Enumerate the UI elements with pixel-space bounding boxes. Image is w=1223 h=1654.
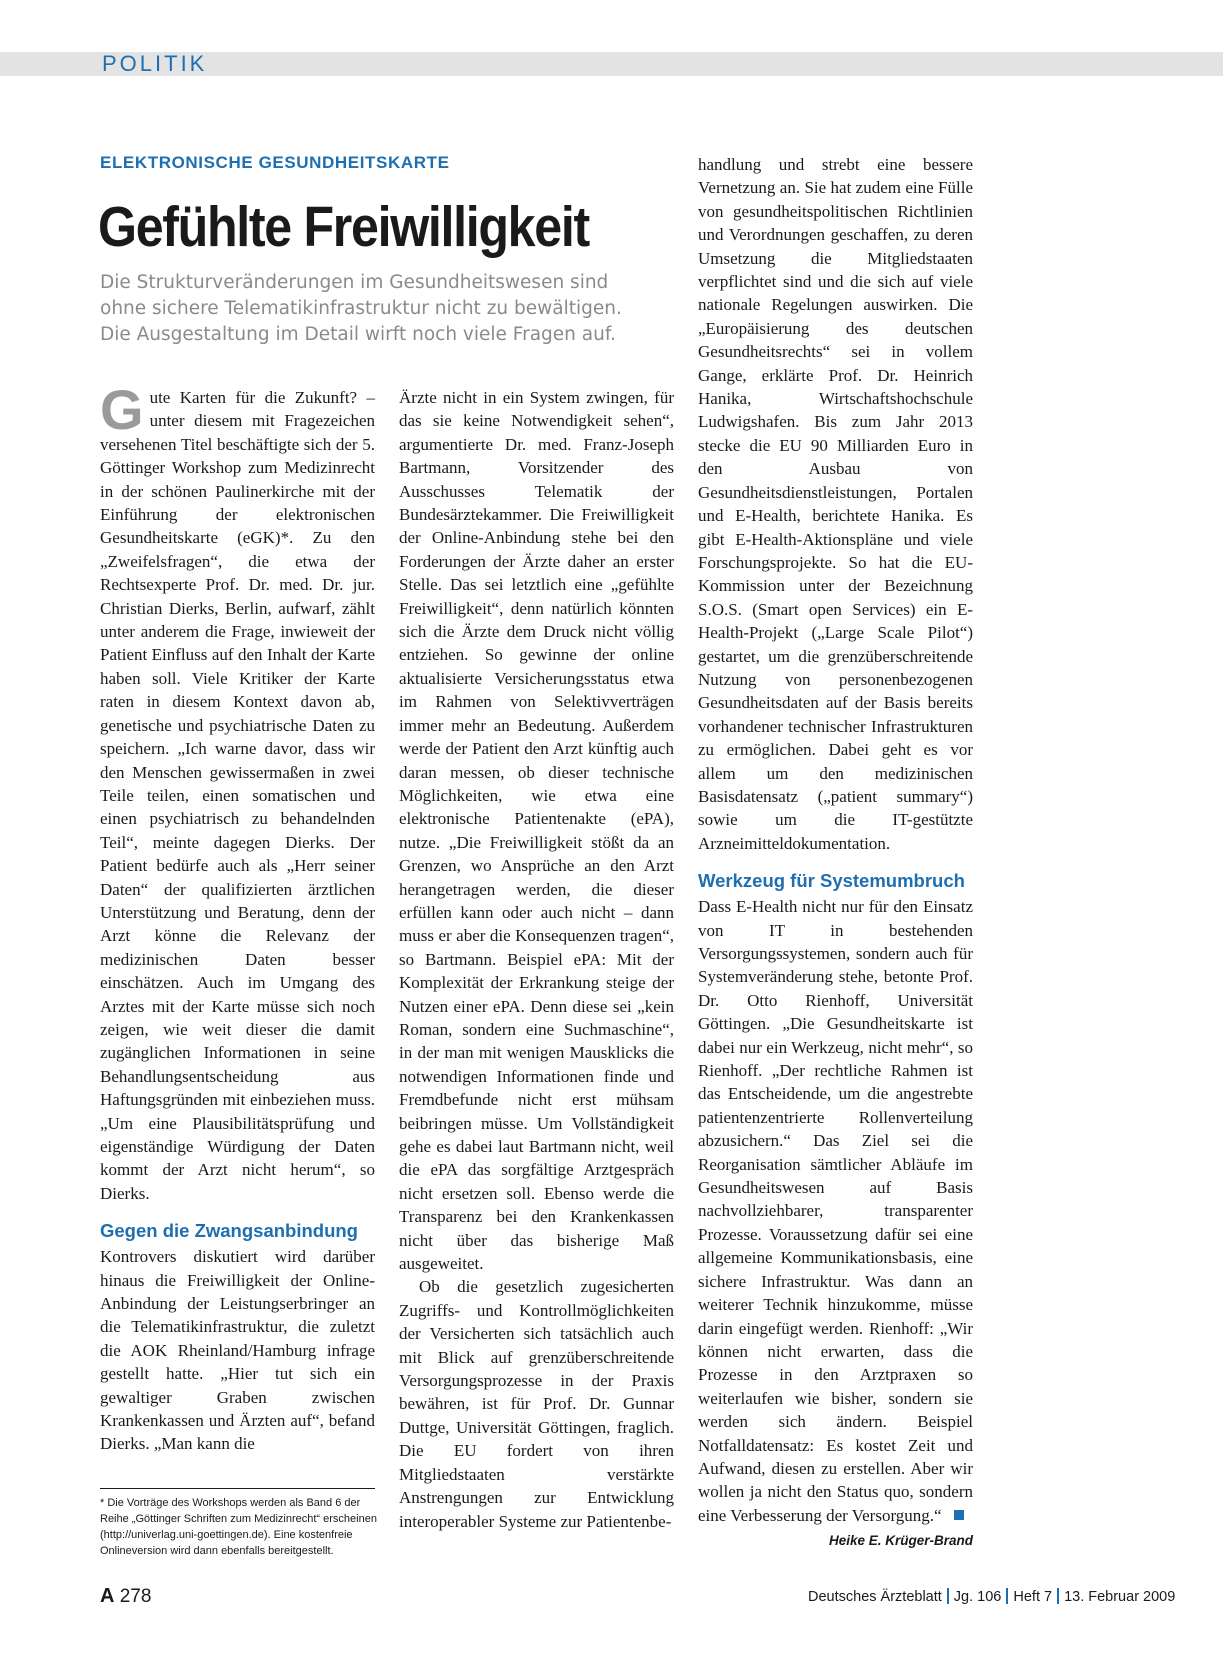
- text-column-3: [698, 153, 973, 1553]
- paragraph: Kontrovers diskutiert wird darüber hinaus die Freiwilligkeit der Online-Anbindung der Leistungserbringer an die Telematikinfrastruktur, die zuletzt die AOK Rheinland/Hamburg infrage gestellt hatte. „Hier tut sich ein gewaltiger Graben zwischen Krankenkassen und Ärzten auf“, befand Dierks. „Man kann die: [100, 1247, 375, 1454]
- paragraph-text: Dass E-Health nicht nur für den Einsatz von IT in bestehenden Versorgungssystemen, sondern auch für Systemveränderung stehe, betonte Prof. Dr. Otto Rienhoff, Universität Göttingen. „Die Gesundheitskarte ist dabei nur ein Werkzeug, nicht mehr“, so Rienhoff. „Der rechtliche Rahmen ist das Entscheidende, um die angestrebte patientenzentrierte Rollenverteilung abzusichern.“ Das Ziel sei die Reorganisation sämtlicher Abläufe im Gesundheitswesen auf Basis nachvollziehbarer, transparenter Prozesse. Voraussetzung dafür sei eine allgemeine Kommunikationsbasis, eine sichere Infrastruktur. Was dann an weiterer Technik hinzukomme, müsse darin eingefügt werden. Rienhoff: „Wir können nicht erwarten, dass die Prozesse in den Arztpraxen so weiterlaufen wie bisher, sondern sie werden sich ändern. Beispiel Notfalldatensatz: Es kostet Zeit und Aufwand, diesen zu erstellen. Aber wir wollen ja nicht den Status quo, sondern eine Verbesserung der Versorgung.“: [698, 897, 973, 1525]
- article-lead: [100, 270, 680, 348]
- end-mark-icon: [954, 1510, 964, 1520]
- lead-line: Die Ausgestaltung im Detail wirft noch viele Fragen auf.: [100, 324, 616, 345]
- journal-date: 13. Februar 2009: [1064, 1589, 1176, 1605]
- footer-separator: [1006, 1588, 1008, 1604]
- footer-separator: [1057, 1588, 1059, 1604]
- article-kicker: ELEKTRONISCHE GESUNDHEITSKARTE: [100, 153, 450, 172]
- section-label: POLITIK: [102, 51, 208, 76]
- lead-line: Die Strukturveränderungen im Gesundheitswesen sind: [100, 272, 609, 293]
- page-number-value: 278: [119, 1586, 152, 1607]
- text-column-2: [399, 386, 674, 1533]
- footnote: * Die Vorträge des Workshops werden als Band 6 der Reihe „Göttinger Schriften zum Medizinrecht“ erscheinen (http://univerlag.uni-goettingen.de). Eine kostenfreie Onlineversion wird dann ebenfalls bereitgestellt.: [100, 1497, 377, 1557]
- article-headline: Gefühlte Freiwilligkeit: [98, 195, 589, 259]
- journal-issue: Heft 7: [1013, 1589, 1053, 1605]
- paragraph: [100, 378, 375, 1205]
- drop-cap: G: [100, 378, 144, 441]
- author-byline: Heike E. Krüger-Brand: [828, 1533, 973, 1549]
- paragraph: handlung und strebt eine bessere Vernetzung an. Sie hat zudem eine Fülle von gesundheitspolitischen Richtlinien und Verordnungen geschaffen, zu deren Umsetzung die Mitgliedstaaten verpflichtet sind und die sich auf viele nationale Regelungen auswirken. Die „Europäisierung des deutschen Gesundheitsrechts“ sei in vollem Gange, erklärte Prof. Dr. Heinrich Hanika, Wirtschaftshochschule Ludwigshafen. Bis zum Jahr 2013 stecke die EU 90 Milliarden Euro in den Ausbau von Gesundheitsdienstleistungen, Portalen und E-Health, berichtete Hanika. Es gibt E-Health-Aktionspläne und viele Forschungsprojekte. So hat die EU-Kommission unter der Bezeichnung S.O.S. (Smart open Services) ein E-Health-Projekt („Large Scale Pilot“) gestartet, um die grenzüberschreitende Nutzung von personenbezogenen Gesundheitsdaten auf der Basis bereits vorhandener technischer Infrastrukturen zu ermöglichen. Dabei geht es vor allem um den medizinischen Basisdatensatz („patient summary“) sowie um die IT-gestützte Arzneimitteldokumentation.: [698, 155, 973, 853]
- lead-line: ohne sichere Telematikinfrastruktur nicht zu bewältigen.: [100, 298, 622, 319]
- journal-footer: [808, 1588, 1175, 1605]
- paragraph: [698, 895, 973, 1527]
- paragraph: Ärzte nicht in ein System zwingen, für das sie keine Notwendigkeit sehen“, argumentierte Dr. med. Franz-Joseph Bartmann, Vorsitzender des Ausschusses Telematik der Bundesärztekammer. Die Freiwilligkeit der Online-Anbindung stehe bei den Forderungen der Ärzte daher an erster Stelle. Das sei letztlich eine „gefühlte Freiwilligkeit“, denn natürlich könnten sich die Ärzte dem Druck nicht völlig entziehen. So gewinne der online aktualisierte Versicherungsstatus etwa im Rahmen von Selektivverträgen immer mehr an Bedeutung. Außerdem werde der Patient den Arzt künftig auch daran messen, ob dieser technische Möglichkeiten, wie etwa eine elektronische Patientenakte (ePA), nutze. „Die Freiwilligkeit stößt da an Grenzen, wo Ansprüche an den Arzt herangetragen werden, die dieser erfüllen kann oder auch nicht – dann muss er aber die Konsequenzen tragen“, so Bartmann. Beispiel ePA: Mit der Komplexität der Erkrankung steige der Nutzen einer ePA. Denn diese sei „kein Roman, sondern eine Suchmaschine“, in der man mit wenigen Mausklicks die notwendigen Informationen finde und Fremdbefunde nicht erst mühsam beibringen müsse. Um Vollständigkeit gehe es dabei laut Bartmann nicht, weil die ePA das sorgfältige Arztgespräch nicht ersetzen soll. Ebenso werde die Transparenz bei den Krankenkassen nicht über das bisherige Maß ausgeweitet.: [399, 388, 674, 1274]
- footer-separator: [947, 1588, 949, 1604]
- text-column-1: [100, 378, 375, 1456]
- subheading: Gegen die Zwangsanbindung: [100, 1220, 358, 1242]
- paragraph-text: ute Karten für die Zukunft? – unter diesem mit Fragezeichen versehenen Titel beschäftigte sich der 5. Göttinger Workshop zum Medizinrecht in der schönen Paulinerkirche mit der Einführung der elektronischen Gesundheitskarte (eGK)*. Zu den „Zweifelsfragen“, die etwa der Rechtsexperte Prof. Dr. med. Dr. jur. Christian Dierks, Berlin, aufwarf, zählt unter anderem die Frage, inwieweit der Patient Einfluss auf den Inhalt der Karte haben soll. Viele Kritiker der Karte raten in diesem Kontext davon ab, genetische und psychiatrische Daten zu speichern. „Ich warne davor, dass wir den Menschen gewissermaßen in zwei Teile teilen, einen somatischen und einen psychiatrisch zu behandelnden Teil“, meinte dagegen Dierks. Der Patient bedürfe auch als „Herr seiner Daten“ der qualifizierten ärztlichen Unterstützung und Beratung, denn der Arzt könne die Relevanz der medizinischen Daten besser einschätzen. Auch im Umgang des Arztes mit der Karte müsse sich noch zeigen, wie weit dieser die damit zugänglichen Informationen in seine Behandlungsentscheidung aus Haftungsgründen mit einbeziehen muss. „Um eine Plausibilitätsprüfung und eigenständige Würdigung der Daten kommt der Arzt nicht herum“, so Dierks.: [100, 388, 375, 1203]
- subheading: Werkzeug für Systemumbruch: [698, 870, 965, 892]
- page-number: [100, 1585, 151, 1608]
- footnote-divider: [100, 1488, 375, 1489]
- journal-volume: Jg. 106: [953, 1589, 1002, 1605]
- journal-name: Deutsches Ärzteblatt: [808, 1589, 942, 1605]
- page-letter: A: [100, 1585, 115, 1607]
- paragraph: Ob die gesetzlich zugesicherten Zugriffs- und Kontrollmöglichkeiten der Versicherten sich tatsächlich auch mit Blick auf grenzüberschreitende Versorgungsprozesse in der Praxis bewähren, ist für Prof. Dr. Gunnar Duttge, Universität Göttingen, fraglich. Die EU fordert von ihren Mitgliedstaaten verstärkte Anstrengungen zur Entwicklung interoperabler Systeme zur Patientenbe-: [399, 1277, 674, 1531]
